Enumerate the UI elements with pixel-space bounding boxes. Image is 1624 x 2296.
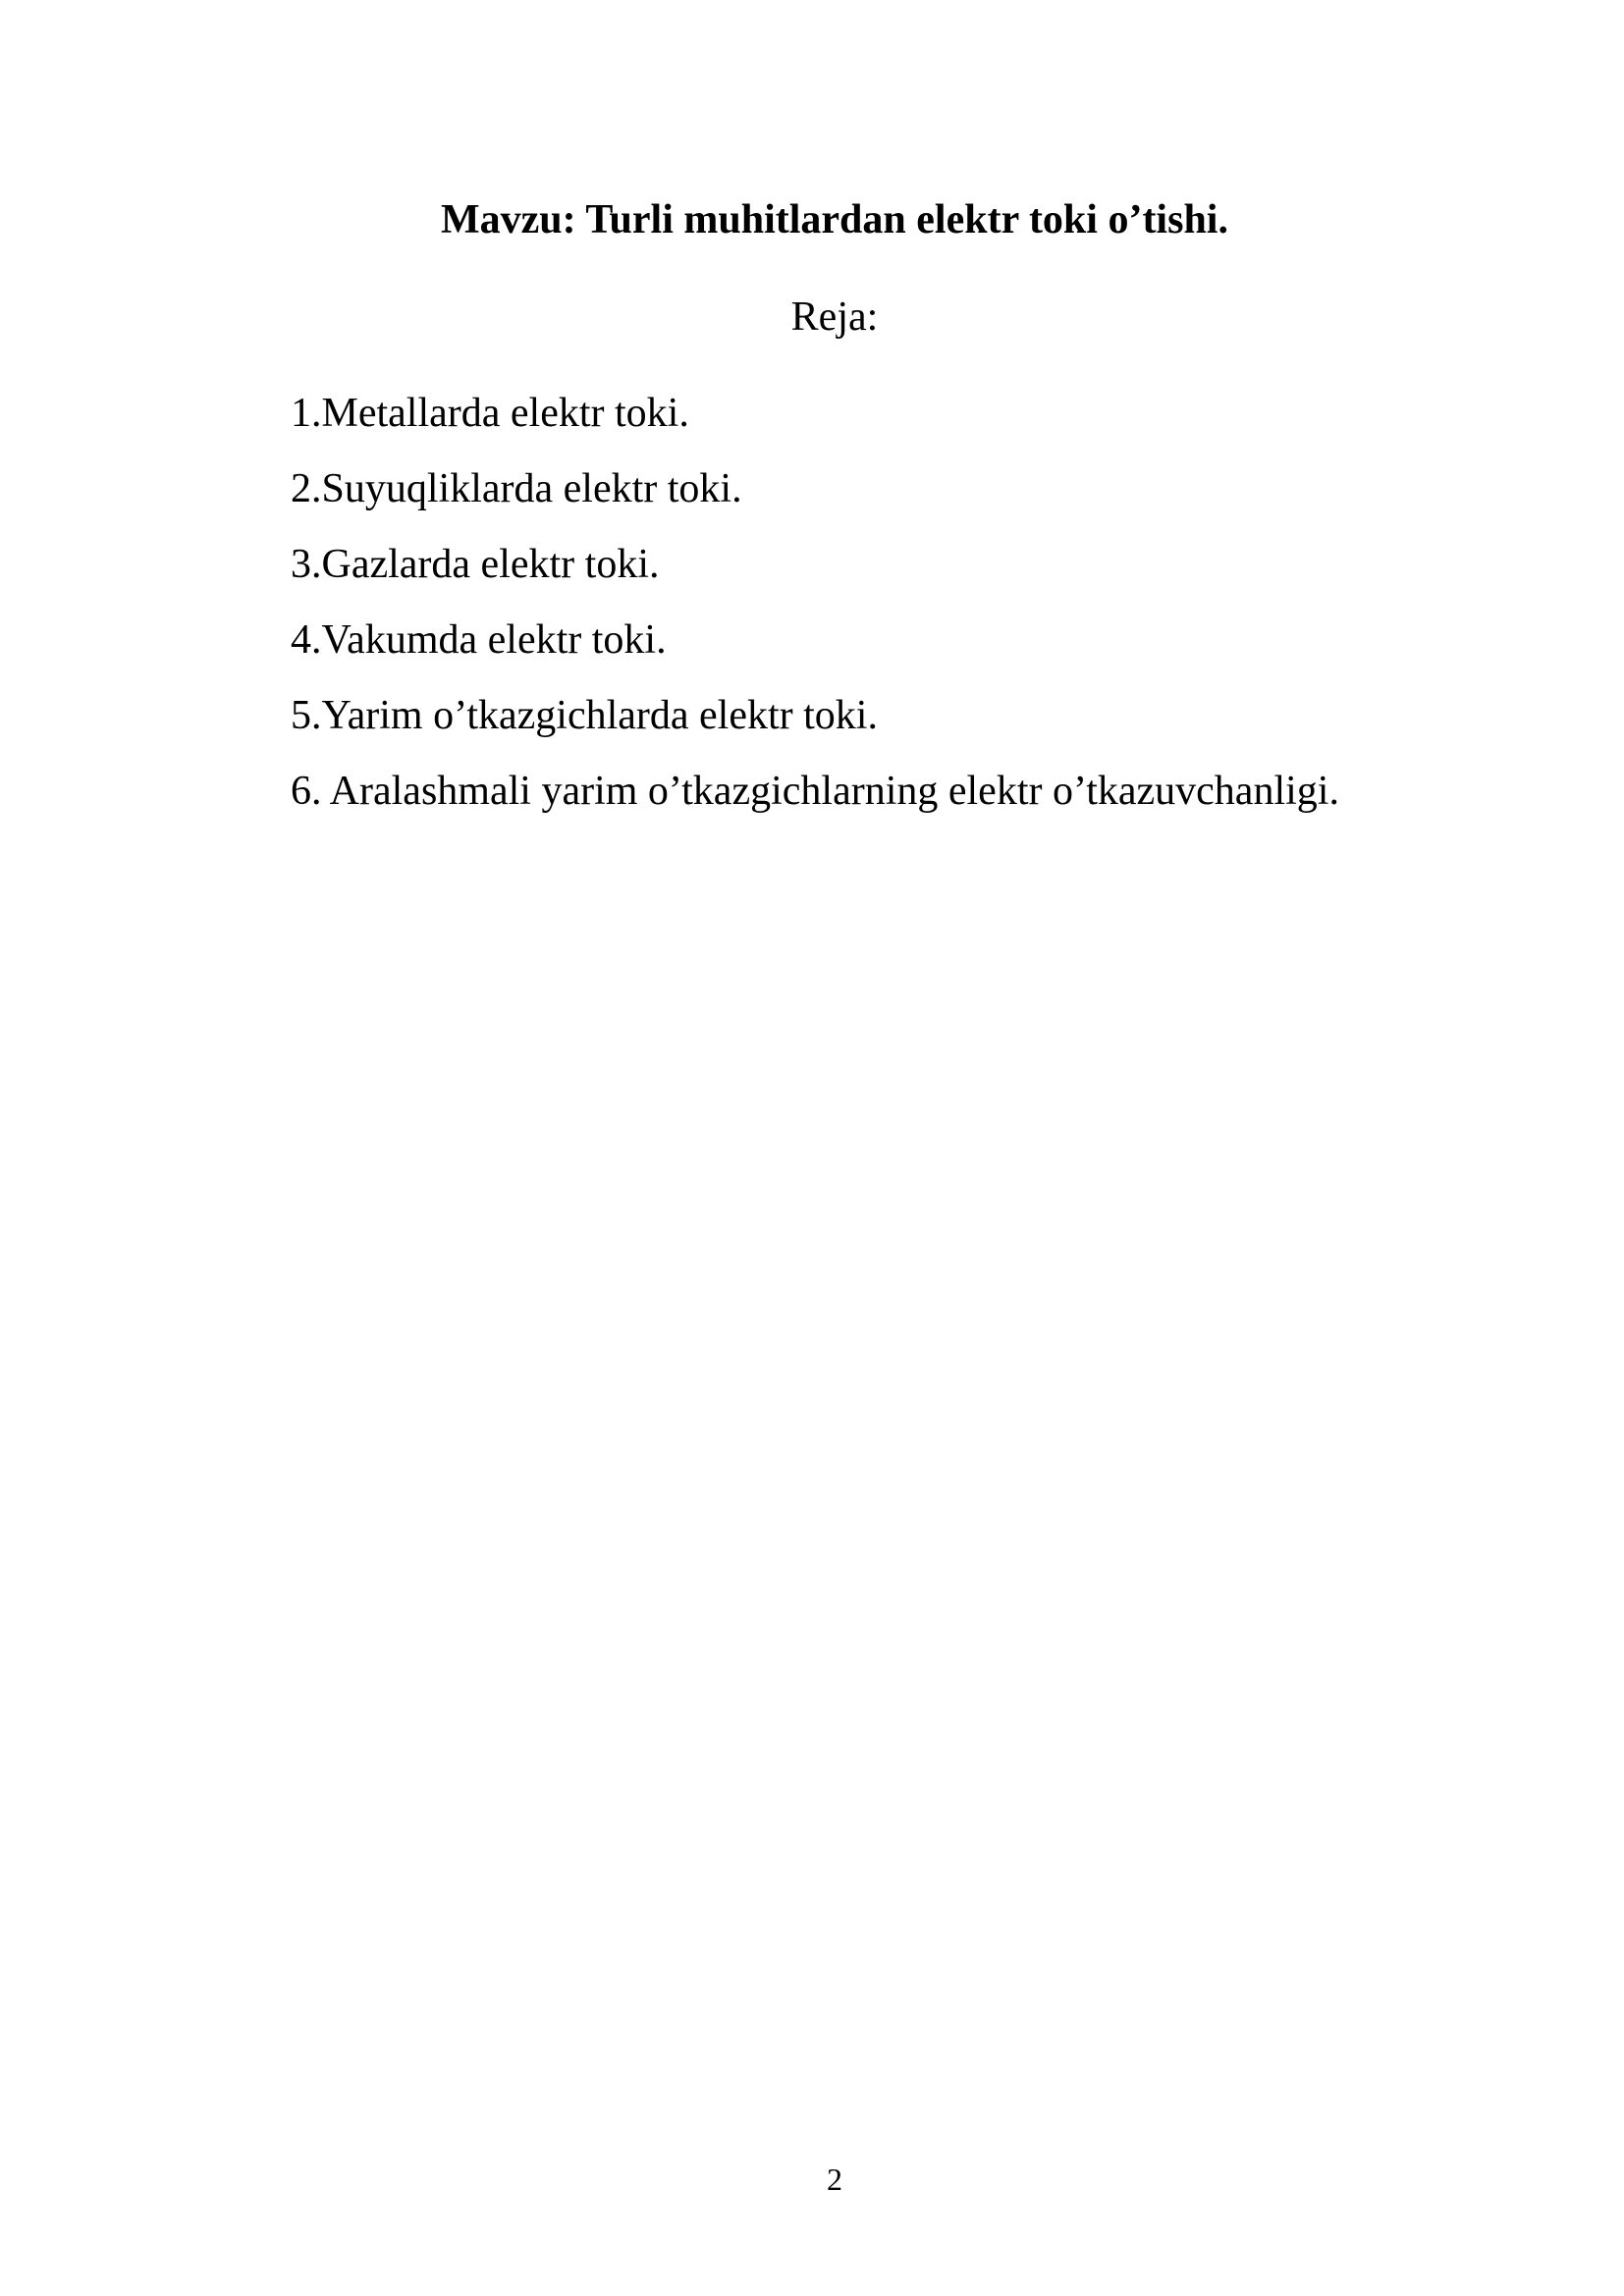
plan-item-3: 3.Gazlarda elektr toki.	[291, 542, 660, 587]
page-number: 2	[827, 2162, 842, 2197]
plan-item-5: 5.Yarim o’tkazgichlarda elektr toki.	[291, 693, 878, 738]
plan-item-2: 2.Suyuqliklarda elektr toki.	[291, 466, 742, 511]
plan-item-4: 4.Vakumda elektr toki.	[291, 617, 667, 663]
plan-heading: Reja:	[790, 294, 879, 340]
plan-item-1: 1.Metallarda elektr toki.	[291, 391, 689, 436]
document-title: Mavzu: Turli muhitlardan elektr toki o’tishi.	[441, 197, 1228, 242]
plan-list	[291, 386, 1339, 839]
plan-item-6: 6. Aralashmali yarim o’tkazgichlarning elektr o’tkazuvchanligi.	[291, 769, 1339, 814]
